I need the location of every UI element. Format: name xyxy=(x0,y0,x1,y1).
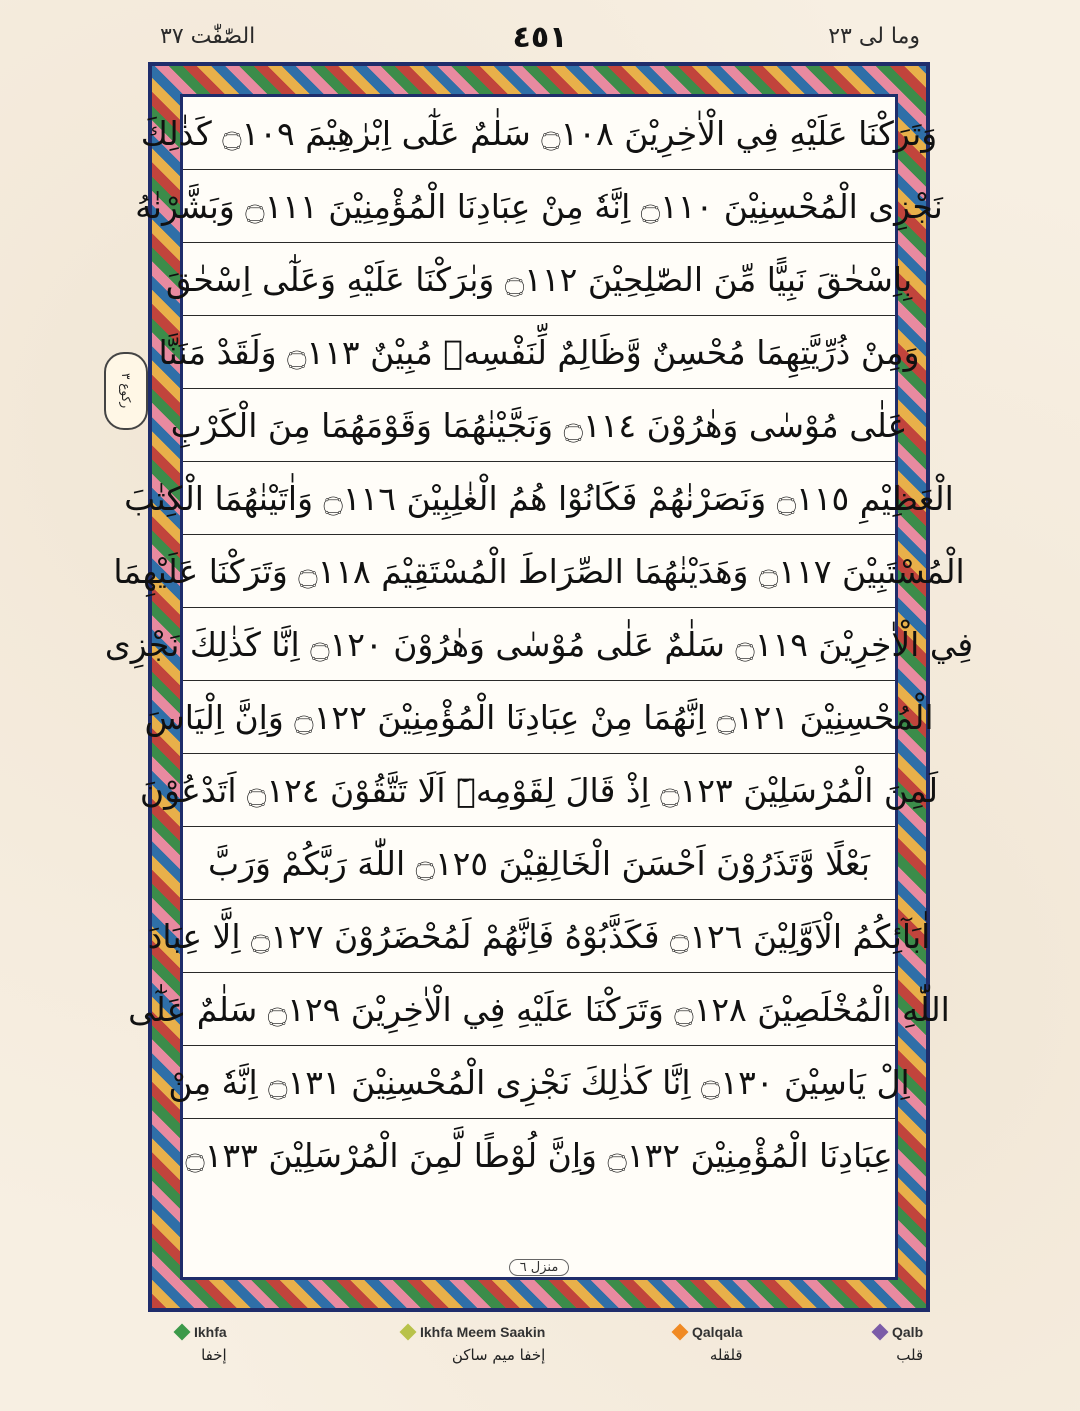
legend-urdu: إخفا xyxy=(201,1346,227,1364)
tajweed-legend xyxy=(0,1318,1080,1411)
verse-line: الْمُسْتَبِيْنَ ۝١١٧ وَهَدَيْنٰهُمَا الصِّرَاطَ الْمُسْتَقِيْمَ ۝١١٨ وَتَرَكْنَا عَلَيْهِمَا xyxy=(183,535,895,608)
verse-line: بَعْلًا وَّتَذَرُوْنَ اَحْسَنَ الْخَالِقِيْنَ ۝١٢٥ اللّٰهَ رَبَّكُمْ وَرَبَّ xyxy=(183,827,895,900)
legend-qalqala xyxy=(674,1324,743,1364)
verse-line: اِلْ يَاسِيْنَ ۝١٣٠ اِنَّا كَذٰلِكَ نَجْزِى الْمُحْسِنِيْنَ ۝١٣١ اِنَّهٗ مِنْ xyxy=(183,1046,895,1119)
page-number: ٤٥١ xyxy=(512,20,568,55)
legend-english: Ikhfa Meem Saakin xyxy=(420,1324,546,1340)
verse-line: وَتَرَكْنَا عَلَيْهِ فِي الْاٰخِرِيْنَ ۝١٠٨ سَلٰمٌ عَلٰٓى اِبْرٰهِيْمَ ۝١٠٩ كَذٰلِكَ xyxy=(183,97,895,170)
legend-qalb xyxy=(874,1324,923,1364)
verse-line: الْعَظِيْمِ ۝١١٥ وَنَصَرْنٰهُمْ فَكَانُوْا هُمُ الْغٰلِبِيْنَ ۝١١٦ وَاٰتَيْنٰهُمَا الْكِتٰبَ xyxy=(183,462,895,535)
legend-urdu: إخفا میم ساکن xyxy=(451,1346,546,1364)
verse-line: بِاِسْحٰقَ نَبِيًّا مِّنَ الصّٰلِحِيْنَ ۝١١٢ وَبٰرَكْنَا عَلَيْهِ وَعَلٰٓى اِسْحٰقَ xyxy=(183,243,895,316)
page-header xyxy=(160,20,920,60)
verse-line: اللّٰهِ الْمُخْلَصِيْنَ ۝١٢٨ وَتَرَكْنَا عَلَيْهِ فِي الْاٰخِرِيْنَ ۝١٢٩ سَلٰمٌ عَلٰٓى xyxy=(183,973,895,1046)
verse-line: اٰبَآئِكُمُ الْاَوَّلِيْنَ ۝١٢٦ فَكَذَّبُوْهُ فَاِنَّهُمْ لَمُحْضَرُوْنَ ۝١٢٧ اِلَّا عِبَادَ xyxy=(183,900,895,973)
manzil-text: منزل ٦ xyxy=(509,1259,570,1276)
surah-label: الصّٰفّٰت ٣٧ xyxy=(160,24,256,49)
verse-line: لَمِنَ الْمُرْسَلِيْنَ ۝١٢٣ اِذْ قَالَ لِقَوْمِهٖٓ اَلَا تَتَّقُوْنَ ۝١٢٤ اَتَدْعُوْنَ xyxy=(183,754,895,827)
qalqala-diamond-icon xyxy=(672,1324,689,1341)
verse-line: عِبَادِنَا الْمُؤْمِنِيْنَ ۝١٣٢ وَاِنَّ لُوْطًا لَّمِنَ الْمُرْسَلِيْنَ ۝١٣٣ xyxy=(185,1136,893,1175)
ikhfa-meem-diamond-icon xyxy=(400,1324,417,1341)
ikhfa-diamond-icon xyxy=(174,1324,191,1341)
legend-ikhfa-meem-saakin xyxy=(402,1324,545,1364)
juz-label: وما لى ٢٣ xyxy=(828,24,920,49)
qalb-diamond-icon xyxy=(872,1324,889,1341)
legend-english: Qalb xyxy=(892,1324,924,1340)
verse-line: الْمُحْسِنِيْنَ ۝١٢١ اِنَّهُمَا مِنْ عِبَادِنَا الْمُؤْمِنِيْنَ ۝١٢٢ وَاِنَّ اِلْيَاسَ xyxy=(183,681,895,754)
verse-line: عَلٰى مُوْسٰى وَهٰرُوْنَ ۝١١٤ وَنَجَّيْنٰهُمَا وَقَوْمَهُمَا مِنَ الْكَرْبِ xyxy=(183,389,895,462)
legend-urdu: قلقله xyxy=(709,1346,743,1364)
verse-line: وَمِنْ ذُرِّيَّتِهِمَا مُحْسِنٌ وَّظَالِمٌ لِّنَفْسِهٖ مُبِيْنٌ ۝١١٣ وَلَقَدْ مَنَنَّا xyxy=(183,316,895,389)
legend-english: Ikhfa xyxy=(194,1324,227,1340)
ruku-marker: ركوع ٣ xyxy=(104,352,148,430)
manzil-label xyxy=(183,1260,895,1275)
legend-ikhfa xyxy=(176,1324,227,1364)
verse-line: نَجْزِى الْمُحْسِنِيْنَ ۝١١٠ اِنَّهٗ مِنْ عِبَادِنَا الْمُؤْمِنِيْنَ ۝١١١ وَبَشَّرْنٰهُ xyxy=(183,170,895,243)
verse-line: فِي الْاٰخِرِيْنَ ۝١١٩ سَلٰمٌ عَلٰى مُوْسٰى وَهٰرُوْنَ ۝١٢٠ اِنَّا كَذٰلِكَ نَجْزِى xyxy=(183,608,895,681)
legend-english: Qalqala xyxy=(692,1324,743,1340)
legend-urdu: قلب xyxy=(896,1346,924,1364)
